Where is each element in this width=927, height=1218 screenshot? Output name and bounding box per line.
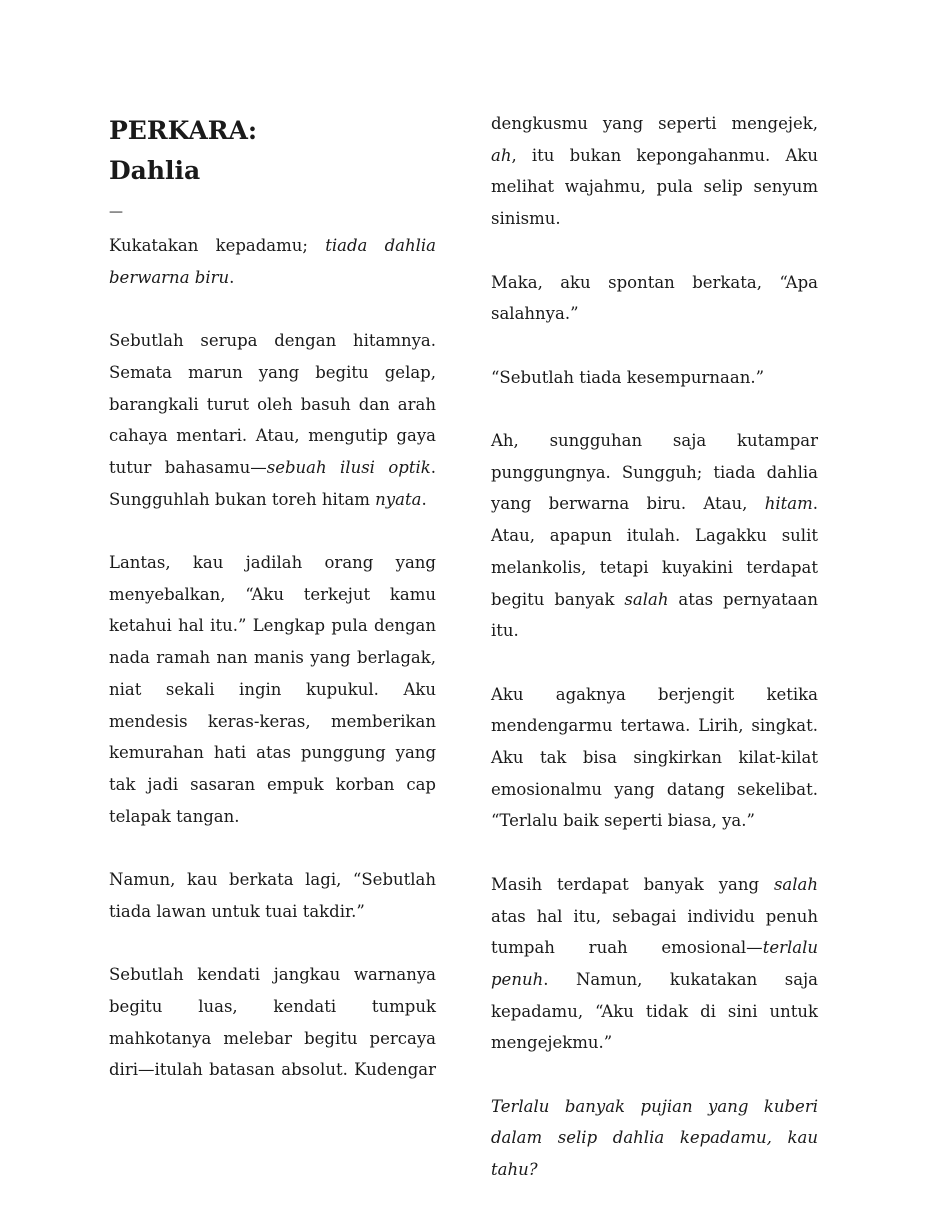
left-paragraph-1: Kukatakan kepadamu; tiada dahlia berwarna biru.: [109, 236, 436, 287]
heading-separator: —: [109, 204, 123, 220]
right-paragraph-4: Ah, sungguhan saja kutampar punggungnya. Sungguh; tiada dahlia yang berwarna biru. Atau, hitam. Atau, apapun itulah. Lagakku sulit melankolis, tetapi kuyakini terdapat begitu banyak salah atas pernyataan itu.: [491, 430, 818, 641]
left-paragraph-5: Sebutlah kendati jangkau warnanya begitu luas, kendati tumpuk mahkotanya melebar begitu percaya diri—itulah batasan absolut. Kudengar: [109, 965, 436, 1080]
left-paragraph-2: Sebutlah serupa dengan hitamnya. Semata marun yang begitu gelap, barangkali turut oleh basuh dan arah cahaya mentari. Atau, mengutip gaya tutur bahasamu—sebuah ilusi optik. Sungguhlah bukan toreh hitam nyata.: [109, 331, 437, 509]
italic-phrase: terlalu penuh: [491, 938, 818, 989]
italic-phrase: salah: [773, 874, 818, 894]
right-paragraph-7: Terlalu banyak pujian yang kuberi dalam selip dahlia kepadamu, kau tahu?: [491, 1096, 818, 1180]
left-paragraph-4: Namun, kau berkata lagi, “Sebutlah tiada lawan untuk tuai takdir.”: [109, 870, 436, 921]
heading-line-1: PERKARA:: [109, 116, 258, 145]
left-paragraph-3: Lantas, kau jadilah orang yang menyebalkan, “Aku terkejut kamu ketahui hal itu.” Lengkap pula dengan nada ramah nan manis yang berlagak, niat sekali ingin kupukul. Aku mendesis keras-keras, memberikan kemurahan hati atas punggung yang tak jadi sasaran empuk korban cap telapak tangan.: [109, 553, 436, 826]
left-column: [109, 110, 436, 1118]
italic-phrase: salah: [624, 589, 669, 609]
right-paragraph-5: Aku agaknya berjengit ketika mendengarmu tertawa. Lirih, singkat. Aku tak bisa singkirkan kilat-kilat emosionalmu yang datang sekelibat. “Terlalu baik seperti biasa, ya.”: [491, 684, 818, 831]
italic-phrase: hitam: [764, 494, 813, 514]
heading-title: Dahlia: [109, 156, 201, 185]
italic-phrase: ah: [491, 145, 512, 165]
right-paragraph-3: “Sebutlah tiada kesempurnaan.”: [491, 367, 765, 387]
right-paragraph-6: Masih terdapat banyak yang salah atas hal itu, sebagai individu penuh tumpah ruah emosional—terlalu penuh. Namun, kukatakan saja kepadamu, “Aku tidak di sini untuk mengejekmu.”: [491, 874, 818, 1053]
right-paragraph-2: Maka, aku spontan berkata, “Apa salahnya.”: [491, 272, 818, 324]
right-paragraph-1: dengkusmu yang seperti mengejek, ah, itu bukan kepongahanmu. Aku melihat wajahmu, pula selip senyum sinismu.: [491, 114, 818, 229]
italic-phrase: tiada dahlia berwarna biru: [109, 236, 436, 287]
italic-phrase: sebuah ilusi optik: [266, 457, 431, 477]
right-column: [491, 108, 818, 1218]
italic-phrase: nyata: [375, 489, 422, 509]
